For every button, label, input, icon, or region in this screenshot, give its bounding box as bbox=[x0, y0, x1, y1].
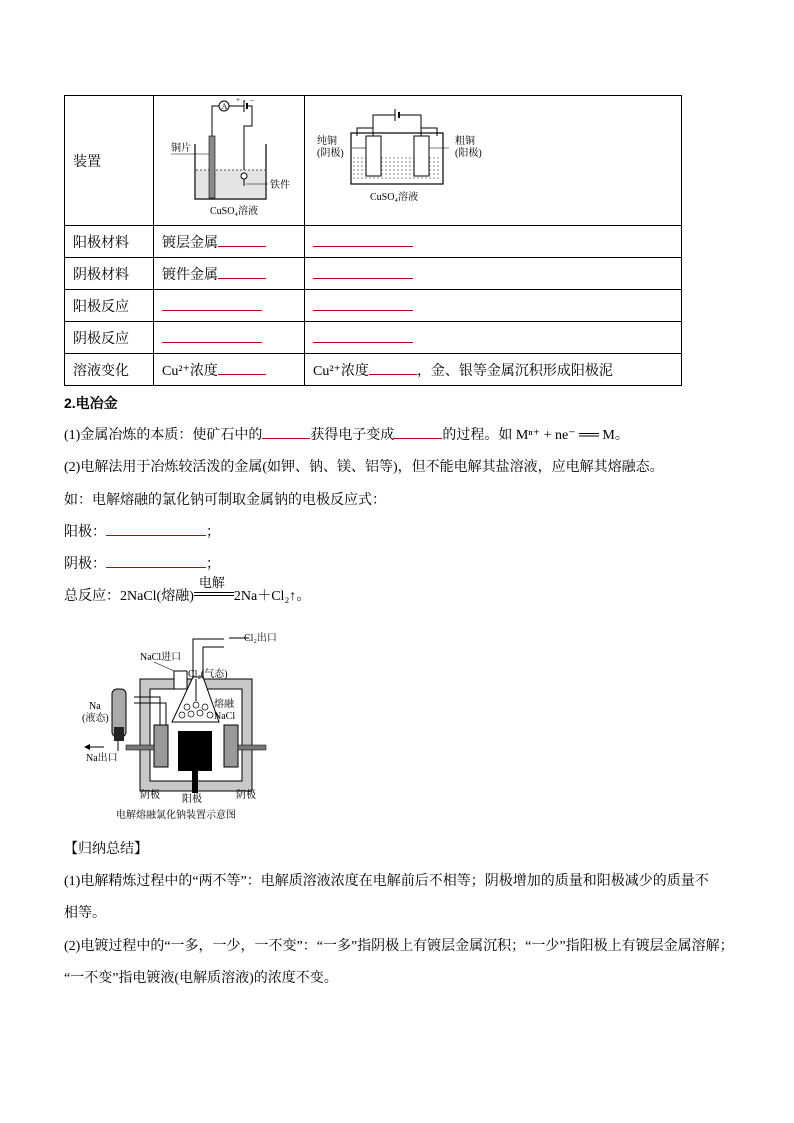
iron-part-label: 铁件 bbox=[270, 180, 290, 191]
summary-p1-b: 相等。 bbox=[64, 906, 106, 921]
summary-p1-a: (1)电解精炼过程中的“两不等”：电解质溶液浓度在电解前后不相等；阴极增加的质量和阳极减少的质量不 bbox=[64, 874, 709, 889]
svg-text:(液态): (液态) bbox=[82, 713, 109, 724]
svg-text:熔融: 熔融 bbox=[214, 699, 234, 710]
answer-blank[interactable] bbox=[262, 424, 310, 439]
table-row: 阳极反应 bbox=[65, 290, 682, 322]
svg-text:Cl₂(气态): Cl₂(气态) bbox=[188, 669, 228, 680]
section-heading: 2.电冶金 bbox=[64, 395, 118, 411]
svg-text:A: A bbox=[221, 102, 228, 111]
equal-arrow bbox=[194, 592, 234, 596]
svg-text:Na: Na bbox=[89, 701, 101, 712]
solution-label: CuSO₄溶液 bbox=[210, 206, 258, 217]
condition-label: 电解 bbox=[198, 575, 225, 590]
table-row bbox=[65, 96, 682, 226]
table-row: 阴极反应 bbox=[65, 322, 682, 354]
figure-caption: 电解熔融氯化钠装置示意图 bbox=[116, 810, 236, 821]
answer-blank[interactable] bbox=[218, 264, 266, 279]
answer-blank[interactable] bbox=[162, 296, 262, 311]
refining-diagram bbox=[313, 96, 673, 220]
table-row: 阳极材料 镀层金属 bbox=[65, 226, 682, 258]
nacl-electrolysis-figure bbox=[74, 627, 304, 827]
comparison-table bbox=[64, 95, 682, 386]
answer-blank[interactable] bbox=[218, 232, 266, 247]
svg-text:+: + bbox=[236, 96, 240, 104]
electroplating-diagram bbox=[162, 96, 296, 220]
answer-blank[interactable] bbox=[106, 521, 206, 536]
svg-text:(阴极): (阴极) bbox=[317, 148, 344, 159]
svg-text:NaCl进口: NaCl进口 bbox=[140, 652, 182, 663]
svg-text:阴极: 阴极 bbox=[236, 790, 256, 801]
paragraph-2: (2)电解法用于冶炼较活泼的金属(如钾、钠、镁、铝等)，但不能电解其盐溶液，应电解其熔融态。 bbox=[64, 460, 664, 475]
svg-text:阳极: 阳极 bbox=[182, 794, 202, 805]
paragraph-1: (1)金属冶炼的本质：使矿石中的 获得电子变成 的过程。如 Mⁿ⁺ + ne⁻ ══ M。 bbox=[64, 424, 629, 444]
table-row: 阴极材料 镀件金属 bbox=[65, 258, 682, 290]
total-reaction: 总反应：2NaCl(熔融) 电解 2Na＋Cl₂↑。 bbox=[64, 585, 310, 605]
paragraph-3: 如：电解熔融的氯化钠可制取金属钠的电极反应式： bbox=[64, 493, 386, 508]
svg-text:NaCl: NaCl bbox=[214, 711, 236, 722]
copper-plate-label: 铜片 bbox=[171, 143, 191, 154]
answer-blank[interactable] bbox=[313, 296, 413, 311]
answer-blank[interactable] bbox=[313, 232, 413, 247]
summary-p2-b: “一不变”指电镀液(电解质溶液)的浓度不变。 bbox=[64, 971, 338, 986]
svg-text:纯铜: 纯铜 bbox=[317, 136, 337, 147]
summary-heading: 【归纳总结】 bbox=[64, 842, 148, 857]
summary-p2-a: (2)电镀过程中的“一多，一少，一不变”：“一多”指阴极上有镀层金属沉积；“一少”指阳极上有镀层金属溶解； bbox=[64, 939, 734, 954]
cathode-equation: 阴极： ； bbox=[64, 553, 220, 573]
svg-text:粗铜: 粗铜 bbox=[455, 136, 475, 147]
svg-text:阴极: 阴极 bbox=[140, 790, 160, 801]
answer-blank[interactable] bbox=[106, 553, 206, 568]
table-row: 溶液变化 Cu²⁺浓度 Cu²⁺浓度 ，金、银等金属沉积形成阳极泥 bbox=[65, 354, 682, 386]
refining-figure-cell bbox=[305, 96, 682, 226]
answer-blank[interactable] bbox=[313, 264, 413, 279]
answer-blank[interactable] bbox=[162, 328, 262, 343]
row-label-device: 装置 bbox=[65, 96, 154, 226]
electroplating-figure-cell bbox=[154, 96, 305, 226]
anode-equation: 阳极： ； bbox=[64, 521, 220, 541]
svg-text:Na出口: Na出口 bbox=[86, 753, 118, 764]
svg-text:Cl₂出口: Cl₂出口 bbox=[244, 633, 277, 644]
svg-text:−: − bbox=[250, 96, 255, 105]
svg-text:(阳极): (阳极) bbox=[455, 148, 482, 159]
answer-blank[interactable] bbox=[369, 360, 417, 375]
answer-blank[interactable] bbox=[313, 328, 413, 343]
answer-blank[interactable] bbox=[218, 360, 266, 375]
svg-text:CuSO₄溶液: CuSO₄溶液 bbox=[370, 192, 418, 203]
answer-blank[interactable] bbox=[394, 424, 442, 439]
